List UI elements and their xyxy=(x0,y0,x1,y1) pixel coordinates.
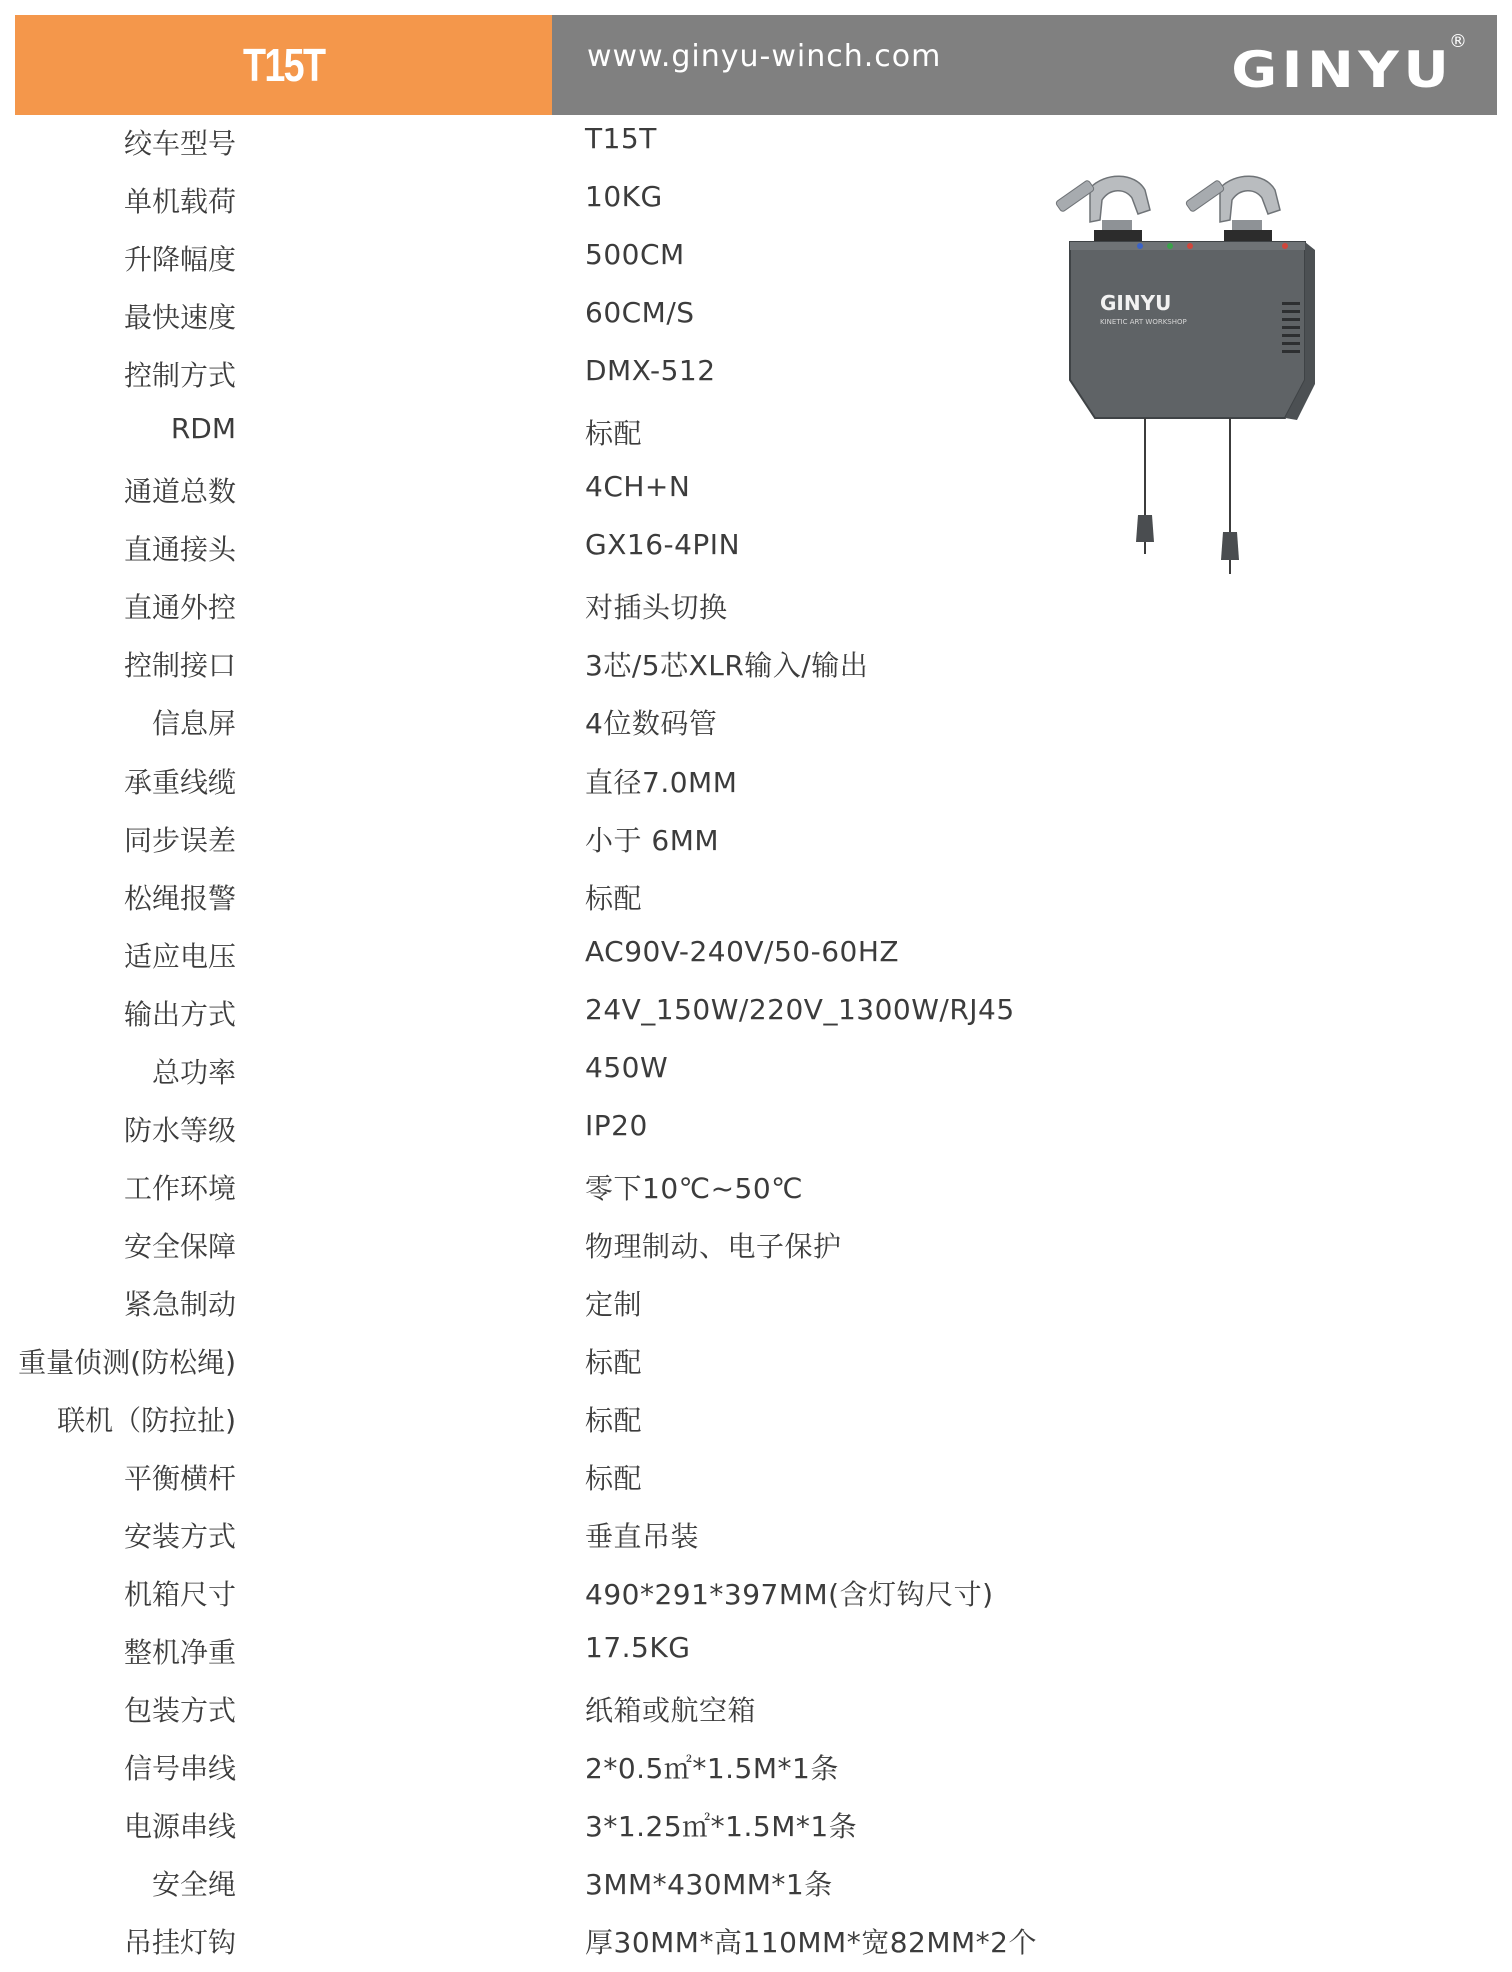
spec-value: 450W xyxy=(585,1050,669,1084)
spec-row xyxy=(0,346,1200,404)
spec-label: 直通外控 xyxy=(123,591,236,625)
spec-row xyxy=(0,694,1200,752)
spec-label: 平衡横杆 xyxy=(123,1462,236,1496)
spec-value: 标配 xyxy=(585,1462,643,1496)
spec-row xyxy=(0,1217,1200,1275)
spec-label: 紧急制动 xyxy=(123,1287,236,1321)
spec-label: 同步误差 xyxy=(123,823,236,857)
spec-row xyxy=(0,288,1200,346)
spec-value: 小于 6MM xyxy=(585,823,720,857)
spec-row xyxy=(0,578,1200,636)
brand-panel xyxy=(552,15,1497,115)
brand-logo: GINYU xyxy=(1230,41,1453,99)
spec-row xyxy=(0,1391,1200,1449)
spec-row xyxy=(0,753,1200,811)
spec-value: 4CH+N xyxy=(585,470,691,504)
spec-value: 3芯/5芯XLR输入/输出 xyxy=(585,649,869,683)
spec-row xyxy=(0,1623,1200,1681)
product-logo: GINYU xyxy=(1100,291,1172,315)
spec-label: 单机载荷 xyxy=(123,185,236,219)
spec-row xyxy=(0,985,1200,1043)
spec-value: 10KG xyxy=(585,180,663,214)
spec-label: 吊挂灯钩 xyxy=(123,1926,236,1960)
spec-label: 输出方式 xyxy=(123,997,236,1031)
spec-row xyxy=(0,1739,1200,1797)
spec-row xyxy=(0,1101,1200,1159)
spec-value: 物理制动、电子保护 xyxy=(585,1229,842,1263)
spec-row xyxy=(0,869,1200,927)
header-bar xyxy=(15,15,1497,115)
spec-label: 安装方式 xyxy=(123,1520,236,1554)
spec-label: 工作环境 xyxy=(123,1171,236,1205)
spec-row xyxy=(0,230,1200,288)
spec-row xyxy=(0,1449,1200,1507)
model-badge: T15T xyxy=(242,39,325,91)
spec-row xyxy=(0,1565,1200,1623)
spec-value: 垂直吊装 xyxy=(585,1520,700,1554)
spec-row xyxy=(0,1043,1200,1101)
spec-label: 安全保障 xyxy=(123,1229,236,1263)
spec-value: 24V_150W/220V_1300W/RJ45 xyxy=(585,992,1015,1026)
spec-row xyxy=(0,811,1200,869)
spec-row xyxy=(0,927,1200,985)
spec-value: 3MM*430MM*1条 xyxy=(585,1868,833,1902)
spec-row xyxy=(0,462,1200,520)
spec-value: 标配 xyxy=(585,1345,643,1379)
spec-value: 标配 xyxy=(585,1404,643,1438)
spec-value: 490*291*397MM(含灯钩尺寸) xyxy=(585,1578,994,1612)
spec-value: 4位数码管 xyxy=(585,707,718,741)
spec-label: 适应电压 xyxy=(123,939,236,973)
spec-value: 标配 xyxy=(585,417,643,451)
spec-label: 重量侦测(防松绳) xyxy=(18,1345,236,1379)
spec-label: 信号串线 xyxy=(123,1752,236,1786)
spec-value: 500CM xyxy=(585,238,685,272)
spec-value: 60CM/S xyxy=(585,296,695,330)
spec-row xyxy=(0,520,1200,578)
product-logo-subtext: KINETIC ART WORKSHOP xyxy=(1100,318,1187,326)
spec-row xyxy=(0,1797,1200,1855)
spec-label: 最快速度 xyxy=(123,301,236,335)
spec-label: 联机（防拉扯) xyxy=(57,1404,236,1438)
spec-label: 总功率 xyxy=(151,1055,236,1089)
spec-row xyxy=(0,1855,1200,1913)
spec-row xyxy=(0,1275,1200,1333)
spec-value: AC90V-240V/50-60HZ xyxy=(585,934,900,968)
spec-value: T15T xyxy=(585,122,657,155)
spec-value: 纸箱或航空箱 xyxy=(585,1694,757,1728)
spec-value: 对插头切换 xyxy=(585,591,728,625)
spec-row xyxy=(0,1681,1200,1739)
spec-label: 松绳报警 xyxy=(123,881,236,915)
spec-label: 安全绳 xyxy=(151,1868,236,1902)
spec-row xyxy=(0,636,1200,694)
spec-row xyxy=(0,1913,1200,1971)
spec-label: 防水等级 xyxy=(123,1113,236,1147)
registered-mark: ® xyxy=(1449,31,1467,52)
spec-label: 整机净重 xyxy=(123,1636,236,1670)
spec-label: 机箱尺寸 xyxy=(123,1578,236,1612)
spec-label: 绞车型号 xyxy=(123,127,236,160)
spec-label: RDM xyxy=(170,412,236,446)
spec-row xyxy=(0,404,1200,462)
spec-label: 电源串线 xyxy=(123,1810,236,1844)
spec-label: 通道总数 xyxy=(123,475,236,509)
spec-value: 直径7.0MM xyxy=(585,765,738,799)
spec-table xyxy=(0,114,1200,1972)
spec-value: DMX-512 xyxy=(585,354,716,388)
spec-row xyxy=(0,1507,1200,1565)
spec-label: 升降幅度 xyxy=(123,243,236,277)
spec-label: 控制方式 xyxy=(123,359,236,393)
spec-value: 标配 xyxy=(585,881,643,915)
spec-row xyxy=(0,1333,1200,1391)
spec-value: 零下10℃~50℃ xyxy=(585,1171,804,1205)
spec-label: 信息屏 xyxy=(151,707,236,741)
model-badge-panel xyxy=(15,15,552,115)
spec-value: IP20 xyxy=(585,1108,648,1142)
spec-label: 承重线缆 xyxy=(123,765,236,799)
spec-row xyxy=(0,114,1200,172)
spec-value: 2*0.5㎡*1.5M*1条 xyxy=(585,1752,839,1786)
spec-value: 17.5KG xyxy=(585,1631,691,1665)
spec-row xyxy=(0,172,1200,230)
spec-value: GX16-4PIN xyxy=(585,528,741,562)
spec-value: 厚30MM*高110MM*宽82MM*2个 xyxy=(585,1926,1037,1960)
website-link[interactable]: www.ginyu-winch.com xyxy=(587,39,942,74)
spec-label: 包装方式 xyxy=(123,1694,236,1728)
spec-label: 控制接口 xyxy=(123,649,236,683)
spec-row xyxy=(0,1159,1200,1217)
spec-value: 3*1.25㎡*1.5M*1条 xyxy=(585,1810,858,1844)
spec-label: 直通接头 xyxy=(123,533,236,567)
spec-value: 定制 xyxy=(585,1287,643,1321)
